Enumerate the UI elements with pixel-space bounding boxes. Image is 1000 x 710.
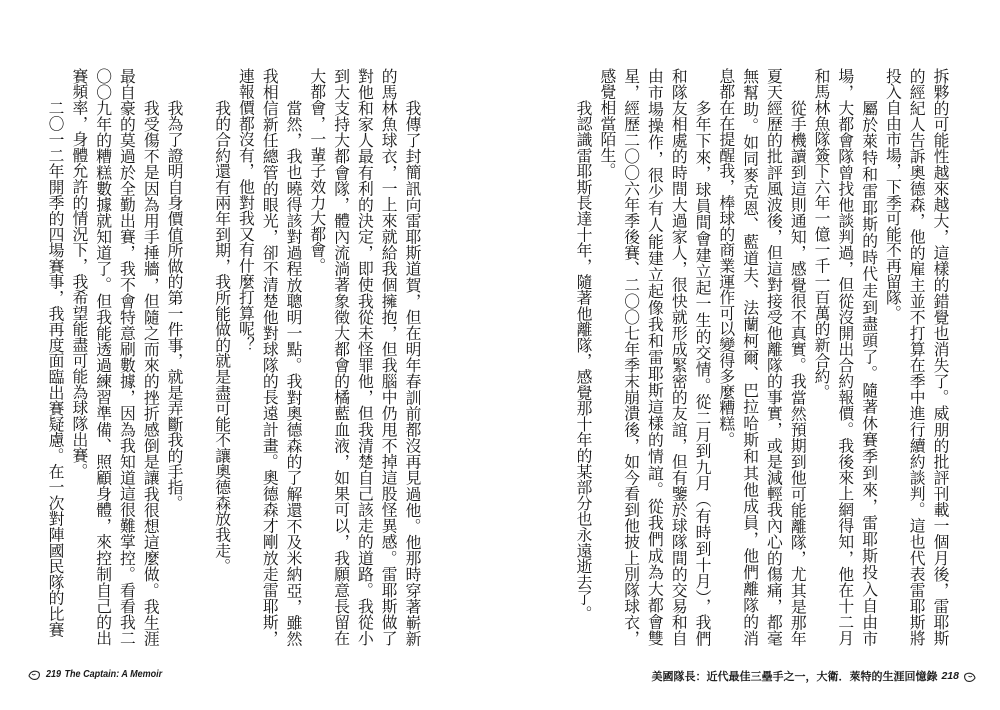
text-column: 二〇一二年開季的四場賽事，我再度面臨出賽疑慮。在一次對陣國民隊的比賽 (46, 99, 66, 637)
book-title: The Captain: A Memoir (64, 668, 163, 680)
paragraph (210, 68, 234, 646)
paragraph (67, 68, 162, 646)
text-column: 〇〇九年的糟糕數據就知道了。但我能透過練習準備、照顧身體，來控制自己的出 (93, 68, 113, 646)
baseball-icon (28, 668, 41, 680)
text-column: 拆夥的可能性越來越大，這樣的錯覺也消失了。威朋的批評刊載一個月後，雷耶斯 (931, 68, 950, 646)
text-column: 星，經歷二〇〇六年季後賽、二〇〇七年季末崩潰後，如今看到他披上別隊球衣， (621, 68, 641, 646)
text-column: 息都在在提醒我，棒球的商業運作可以變得多麼糟糕。 (716, 68, 736, 448)
page-body-text (43, 68, 424, 646)
paragraph (305, 68, 424, 646)
section-break (186, 68, 210, 646)
text-column: 最自豪的莫過於全勤出賽，我不會特意刷數據，因為我知道這很難掌控。看看我二 (117, 68, 137, 646)
text-column: 我認識雷耶斯長達十年，隨著他離隊，感覺那十年的某部分也永遠逝去了。 (574, 99, 594, 621)
text-column: 和隊友相處的時間大過家人，很快就形成緊密的友誼，但有鑒於球隊間的交易和自 (669, 68, 689, 646)
text-column: 從手機讀到這則通知，感覺很不真實。我當然預期到他可能離隊，尤其是那年 (788, 99, 808, 646)
text-column: 大都會，一輩子效力大都會。 (307, 68, 327, 274)
paragraph (881, 68, 952, 646)
paragraph (162, 68, 186, 646)
paragraph (595, 68, 714, 646)
text-column: 無幫助。如同麥克恩、藍道夫、法蘭柯爾、巴拉哈斯和其他成員，他們離隊的消 (740, 68, 760, 646)
running-footer (28, 668, 181, 680)
text-column: 屬於萊特和雷耶斯的時代走到盡頭了。隨著休賽季到來，雷耶斯投入自由市 (859, 99, 879, 646)
page-number: 218 (941, 670, 959, 682)
page-number: 219 (46, 668, 62, 680)
book-title: 美國隊長：近代最佳三壘手之一，大衛．萊特的生涯回憶錄 (651, 670, 938, 683)
text-column: 我為了證明自身價值所做的第一件事，就是弄斷我的手指。 (165, 99, 185, 511)
text-column: 的經紀人告訴奧德森，他的雇主並不打算在季中進行續約談判。這也代表雷耶斯將 (907, 68, 927, 646)
text-column: 我相信新任總管的眼光，卻不清楚他對球隊的長遠計畫。奧德森才剛放走雷耶斯， (260, 68, 280, 646)
text-column: 到大支持大都會隊，體內流淌著象徵大都會的橘藍血液，如果可以，我願意長留在 (331, 68, 351, 646)
text-column: 多年下來，球員間會建立起一生的交情。從二月到九月（有時到十月），我們 (693, 99, 713, 646)
text-column: 感覺相當陌生。 (597, 68, 617, 179)
text-column: 的馬林魚球衣，一上來就給我個擁抱，但我腦中仍甩不掉這股怪異感。雷耶斯做了 (379, 68, 399, 646)
text-column: 我傳了封簡訊向雷耶斯道賀，但在明年春訓前都沒再見過他。他那時穿著嶄新 (403, 99, 422, 646)
paragraph (571, 68, 595, 646)
text-column: 投入自由市場，下季可能不再留隊。 (883, 68, 903, 321)
text-column: 由市場操作，很少有人能建立起像我和雷耶斯這樣的情誼。從我們成為大都會雙 (645, 68, 665, 646)
text-column: 對他和家人最有利的決定，即使我從未怪罪他，但我清楚自己該走的道路。我從小 (355, 68, 375, 646)
paragraph (43, 68, 67, 646)
text-column: 我受傷不是因為用手捶牆，但隨之而來的挫折感倒是讓我很想這麼做。我生涯 (141, 99, 161, 646)
running-footer (651, 668, 976, 684)
text-column: 和馬林魚隊簽下六年一億一千一百萬的新合約。 (812, 68, 832, 400)
page-body-text (571, 68, 952, 646)
text-column: 當然，我也曉得該對過程放聰明一點。我對奧德森的了解還不及米納亞，雖然 (284, 99, 304, 646)
paragraph (714, 68, 809, 646)
paragraph (809, 68, 880, 646)
page-right (500, 0, 1000, 710)
text-column: 場，大都會隊曾找他談判過，但從沒開出合約報價。我後來上網得知，他在十二月 (835, 68, 855, 646)
text-column: 連報價都沒有，他對我又有什麼打算呢？ (236, 68, 256, 353)
text-column: 賽頻率，身體允許的情況下，我希望能盡可能為球隊出賽。 (69, 68, 89, 479)
text-column: 我的合約還有兩年到期，我所能做的就是盡可能不讓奧德森放我走。 (212, 99, 232, 574)
text-column: 夏天經歷的批評風波後，但這對接受他離隊的事實，或是減輕我內心的傷痛，都毫 (764, 68, 784, 646)
baseball-icon (963, 670, 976, 682)
paragraph (234, 68, 305, 646)
